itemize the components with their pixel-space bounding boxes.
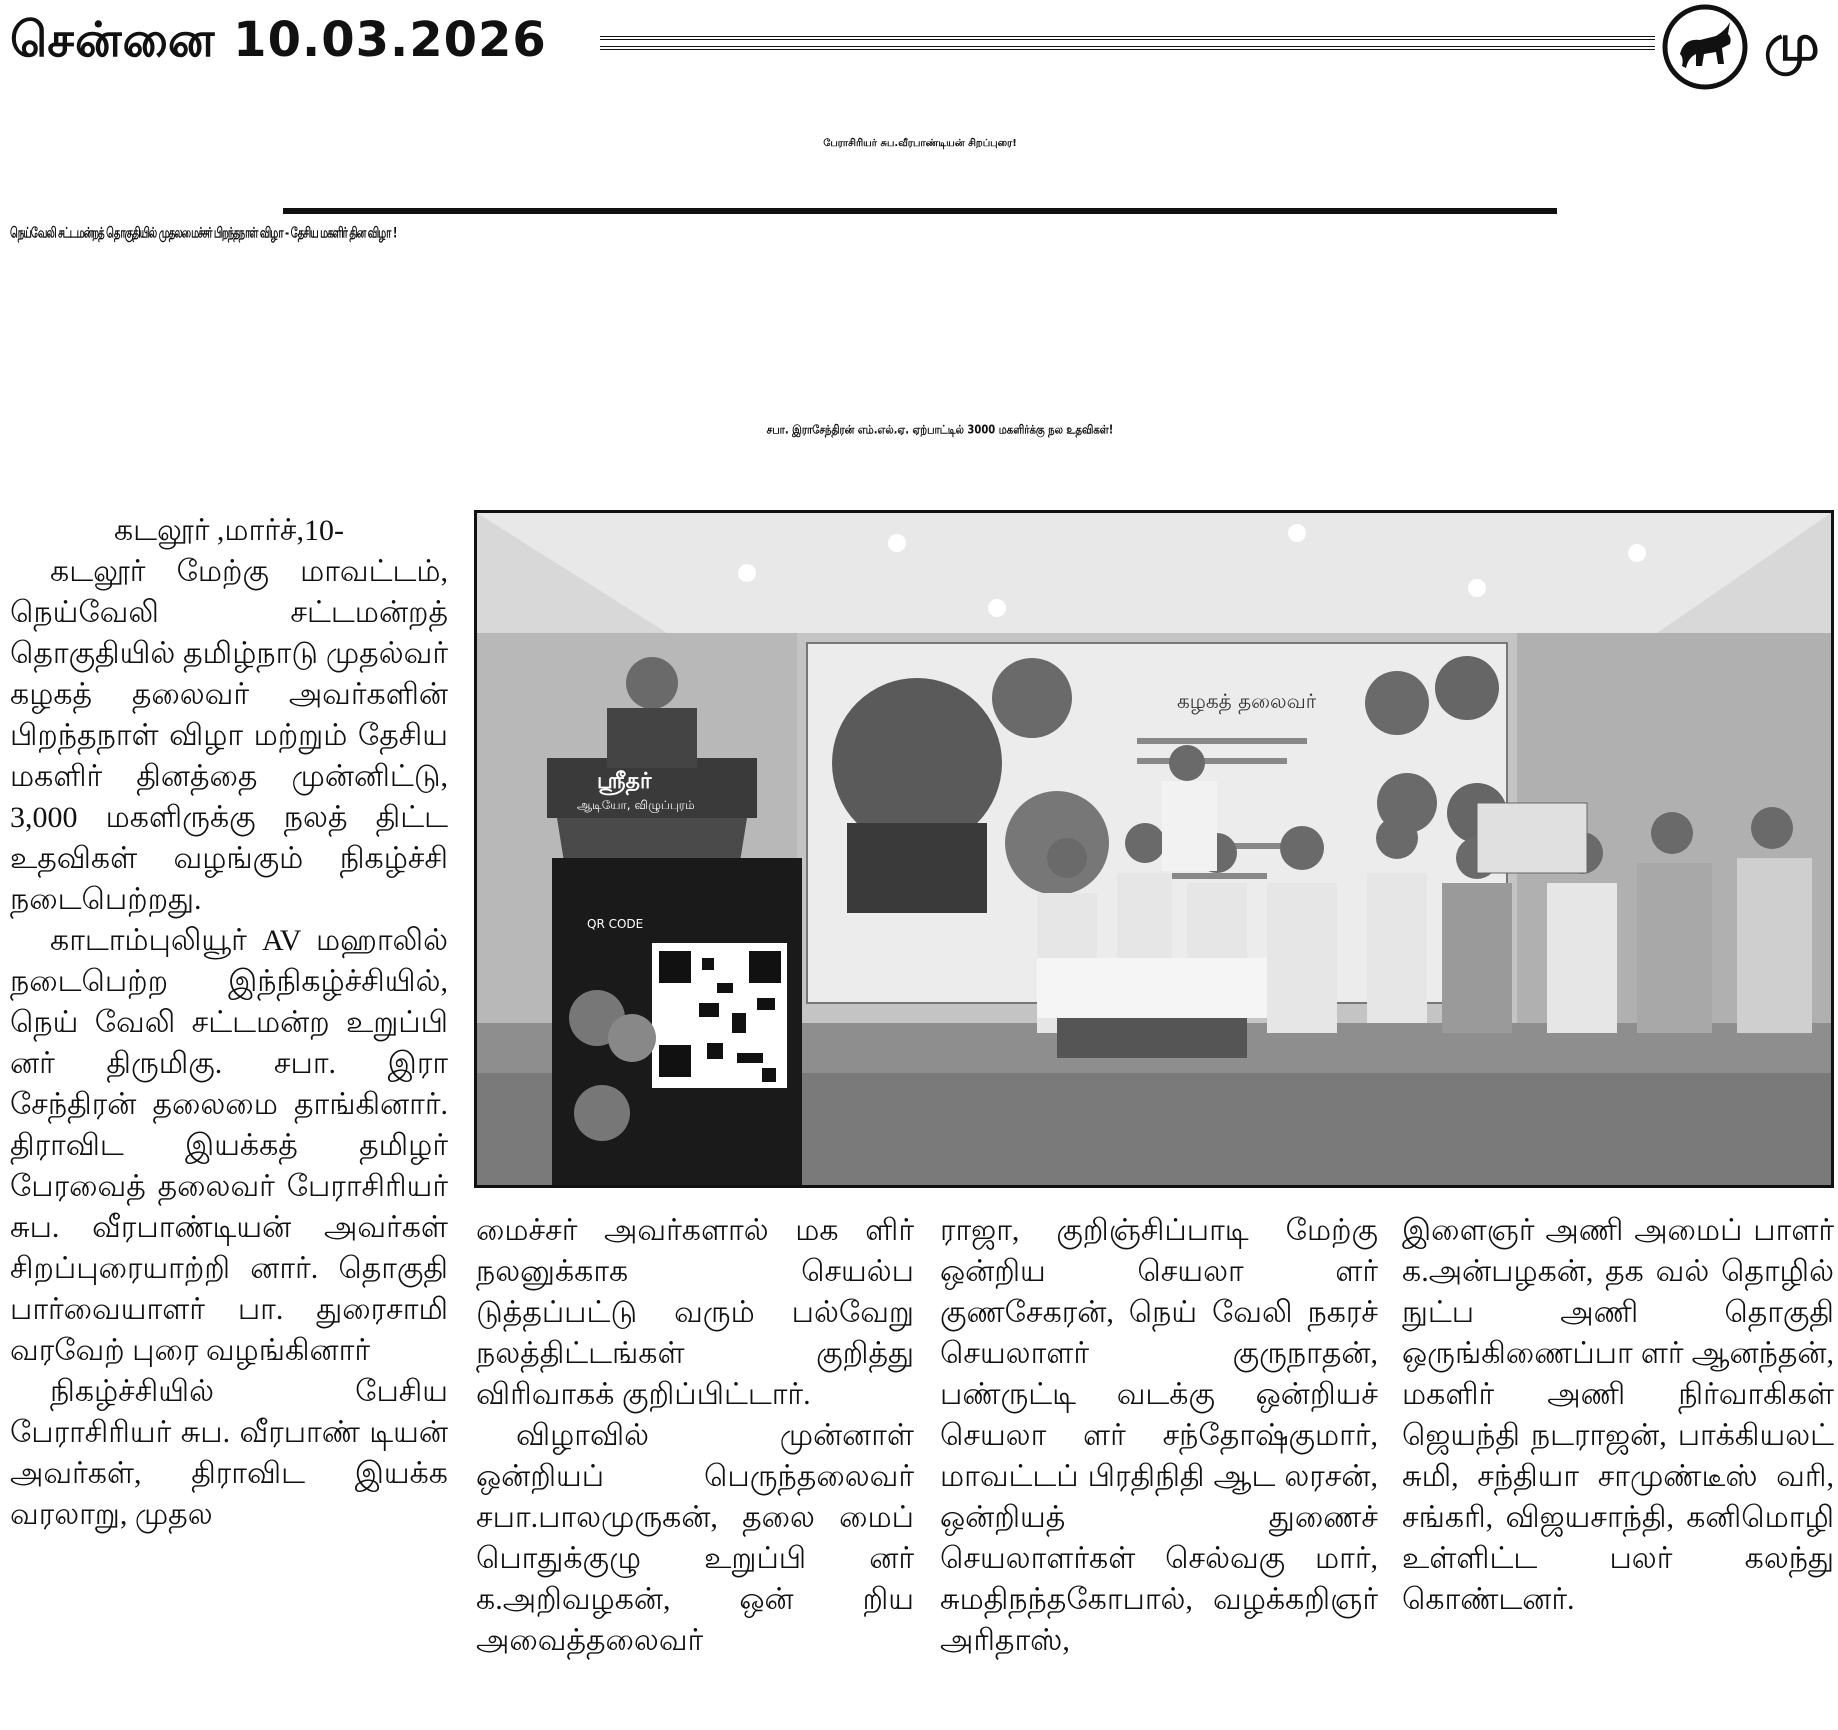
article-column-1 <box>10 510 448 1725</box>
main-headline: நெய்வேலி சட்டமன்றத் தொகுதியில் முதலமைச்சர் பிறந்தநாள் விழா - தேசிய மகளிர் தின விழா ! <box>10 226 397 242</box>
article-column-2 <box>476 1210 914 1725</box>
paper-title-partial: மு <box>1764 14 1820 72</box>
dateline: கடலூர் ,மார்ச்,10- <box>113 514 345 547</box>
podium-sign: ஸ்ரீதர் <box>597 769 652 794</box>
kicker-heading: பேராசிரியர் சுப.வீரபாண்டியன் சிறப்புரை! <box>283 138 1557 214</box>
article-paragraph: காடாம்புலியூர் AV மஹாலில் நடைபெற்ற இந்நிகழ்ச்சியில், நெய் வேலி சட்டமன்ற உறுப்பி னர் திருமிகு. சபா. இரா சேந்திரன் தலைமை தாங்கினார். திராவிட இயக்கத் தமிழர் பேரவைத் தலைவர் பேராசிரியர் சுப. வீரபாண்டியன் அவர்கள் சிறப்புரையாற்றி னார். தொகுதி பார்வையாளர் பா. துரைசாமி வரவேற் புரை வழங்கினார் <box>10 924 448 1367</box>
masthead <box>0 0 1838 100</box>
bull-emblem-icon <box>1660 2 1750 92</box>
subheadline: சபா. இராசேந்திரன் எம்.எல்.ஏ. ஏற்பாட்டில் 3000 மகளிர்க்கு நல உதவிகள்! <box>766 424 1114 438</box>
article-paragraph: ராஜா, குறிஞ்சிப்பாடி மேற்கு ஒன்றிய செயலா ளர் குணசேகரன், நெய் வேலி நகரச் செயலாளர் குருநாதன், பண்ருட்டி வடக்கு ஒன்றியச் செயலா ளர் சந்தோஷ்குமார், மாவட்டப் பிரதிநிதி ஆட லரசன், ஒன்றியத் துணைச் செயலாளர்கள் செல்வகு மார், சுமதிநந்தகோபால், வழக்கறிஞர் அரிதாஸ், <box>940 1214 1378 1657</box>
article-paragraph: நிகழ்ச்சியில் பேசிய பேராசிரியர் சுப. வீரபாண் டியன் அவர்கள், திராவிட இயக்க வரலாறு, முதல <box>10 1375 448 1531</box>
article-column-3 <box>940 1210 1378 1725</box>
article-paragraph: கடலூர் மேற்கு மாவட்டம், நெய்வேலி சட்டமன்றத் தொகுதியில் தமிழ்நாடு முதல்வர் கழகத் தலைவர் அவர்களின் பிறந்தநாள் விழா மற்றும் தேசிய மகளிர் தினத்தை முன்னிட்டு, 3,000 மகளிருக்கு நலத் திட்ட உதவிகள் வழங்கும் நிகழ்ச்சி நடைபெற்றது. <box>10 555 448 916</box>
qr-caption: QR CODE <box>587 917 644 931</box>
banner-text: கழகத் தலைவர் <box>1177 689 1317 713</box>
article-paragraph: மைச்சர் அவர்களால் மக ளிர் நலனுக்காக செயல்ப டுத்தப்பட்டு வரும் பல்வேறு நலத்திட்டங்கள் குறித்து விரிவாகக் குறிப்பிட்டார். <box>476 1214 914 1411</box>
masthead-rule <box>600 36 1655 50</box>
article-paragraph: விழாவில் முன்னாள் ஒன்றியப் பெருந்தலைவர் சபா.பாலமுருகன், தலை மைப் பொதுக்குழு உறுப்பி னர் க.அறிவழகன், ஒன் றிய அவைத்தலைவர் <box>476 1419 914 1657</box>
podium-subtitle: ஆடியோ, விழுப்புரம் <box>577 798 695 812</box>
article-column-4 <box>1402 1210 1834 1725</box>
article-paragraph: இளைஞர் அணி அமைப் பாளர் க.அன்பழகன், தக வல் தொழில் நுட்ப அணி தொகுதி ஒருங்கிணைப்பா ளர் ஆனந்தன், மகளிர் அணி நிர்வாகிகள் ஜெயந்தி நடராஜன், பாக்கியலட் சுமி, சந்தியா சாமுண்டீஸ் வரி, சங்கரி, விஜயசாந்தி, கனிமொழி உள்ளிட்ட பலர் கலந்து கொண்டனர். <box>1402 1214 1834 1616</box>
event-photo <box>474 510 1834 1188</box>
city-date: சென்னை 10.03.2026 <box>10 12 547 68</box>
